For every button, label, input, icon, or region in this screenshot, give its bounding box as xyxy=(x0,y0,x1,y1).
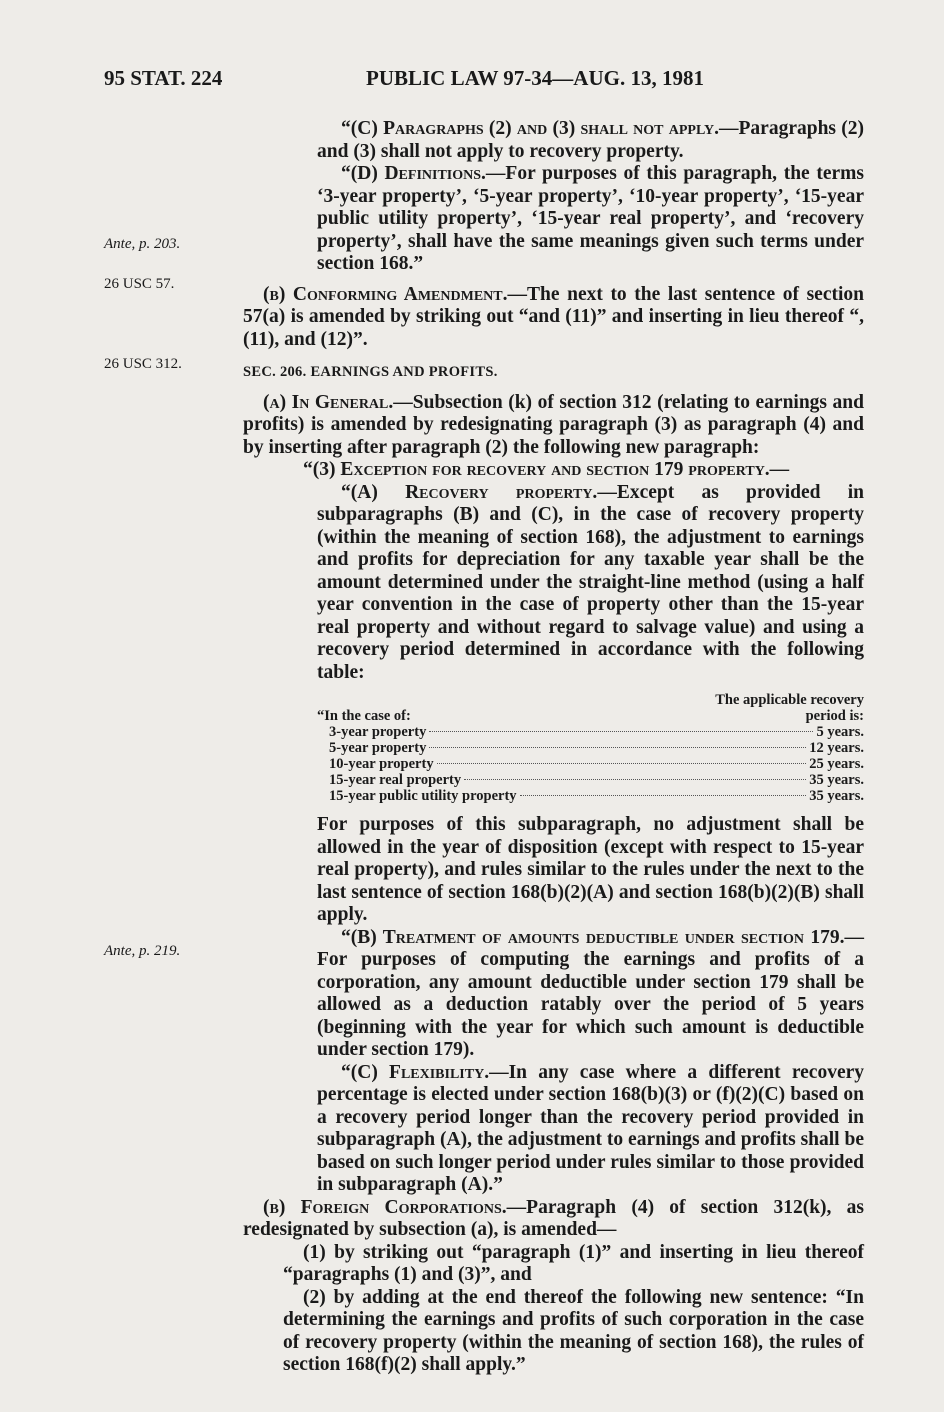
table-row: 10-year property 25 years. xyxy=(329,756,864,772)
para-3-heading: “(3) Exception for recovery and section 179 property.— xyxy=(303,459,790,480)
para-a-in-general: (a) In General.—Subsection (k) of section 312 (relating to earnings and profits) is amended by redesignating paragraph (3) as paragraph (4) and by inserting after paragraph (2) the following new paragraph: xyxy=(243,391,864,458)
para-b-section-179: “(B) Treatment of amounts deductible under section 179.—For purposes of computing the earnings and profits of a corporation, any amount deductible under section 179 shall be allowed as a deduction ratably over the period of 5 years (beginning with the year for which such amount is deductible under section 179). xyxy=(317,926,864,1060)
page-title: PUBLIC LAW 97-34—AUG. 13, 1981 xyxy=(366,66,704,90)
para-b-conforming-amendment: (b) Conforming Amendment.—The next to the last sentence of section 57(a) is amended by striking out “and (11)” and inserting in lieu thereof “, (11), and (12)”. xyxy=(243,283,864,350)
para-b-foreign-corporations: (b) Foreign Corporations.—Paragraph (4) of section 312(k), as redesignated by subsection (a), is amended— xyxy=(243,1196,864,1240)
para-after-table: For purposes of this subparagraph, no adjustment shall be allowed in the year of disposition (except with respect to 15-year real property), and rules similar to the rules under the next to the last sentence of section 168(b)(2)(A) and section 168(b)(2)(B) shall apply. xyxy=(317,814,864,925)
table-row: 15-year public utility property 35 years. xyxy=(329,788,864,804)
para-c-flexibility: “(C) Flexibility.—In any case where a different recovery percentage is elected under section 168(b)(3) or (f)(2)(C) based on a recovery period longer than the recovery period provided in subparagraph (A), the adjustment to earnings and profits shall be based on such longer period under rules similar to those provided in subparagraph (A).” xyxy=(317,1061,864,1195)
para-c-not-apply: “(C) Paragraphs (2) and (3) shall not apply.—Paragraphs (2) and (3) shall not apply to recovery property. xyxy=(317,118,864,162)
table-row: 3-year property 5 years. xyxy=(329,724,864,740)
statute-body xyxy=(243,118,864,1377)
margin-note-ante-219: Ante, p. 219. xyxy=(104,943,181,959)
margin-note-usc-312: 26 USC 312. xyxy=(104,356,182,372)
stat-page-number: 95 STAT. 224 xyxy=(104,66,223,90)
table-row: 15-year real property 35 years. xyxy=(329,772,864,788)
table-row: 5-year property 12 years. xyxy=(329,740,864,756)
table-header-right: period is: xyxy=(805,708,864,724)
para-a-recovery-property: “(A) Recovery property.—Except as provided in subparagraphs (B) and (C), in the case of recovery property (within the meaning of section 168), the adjustment to earnings and profits for depreciation for any taxable year shall be the amount determined under the straight-line method (using a half year convention in the case of property other than the 15-year real property and without regard to salvage value) and using a recovery period determined in accordance with the following table: xyxy=(317,481,864,683)
para-d-definitions: “(D) Definitions.—For purposes of this paragraph, the terms ‘3-year property’, ‘5-year property’, ‘10-year property’, ‘15-year public utility property’, ‘15-year real property’, and ‘recovery property’, shall have the same meanings given such terms under section 168.” xyxy=(317,163,864,274)
list-item-2: (2) by adding at the end thereof the following new sentence: “In determining the earnings and profits of such corporation in the case of recovery property (within the meaning of section 168), the rules of section 168(f)(2) shall apply.” xyxy=(283,1286,864,1375)
margin-note-usc-57: 26 USC 57. xyxy=(104,276,175,292)
table-header-top: The applicable recovery xyxy=(715,692,864,708)
margin-note-ante-203: Ante, p. 203. xyxy=(104,236,181,252)
section-heading: SEC. 206. EARNINGS AND PROFITS. xyxy=(243,364,498,380)
recovery-period-table xyxy=(243,692,864,804)
table-header-left: “In the case of: xyxy=(317,708,411,724)
list-item-1: (1) by striking out “paragraph (1)” and inserting in lieu thereof “paragraphs (1) and (3)”, and xyxy=(283,1241,864,1285)
